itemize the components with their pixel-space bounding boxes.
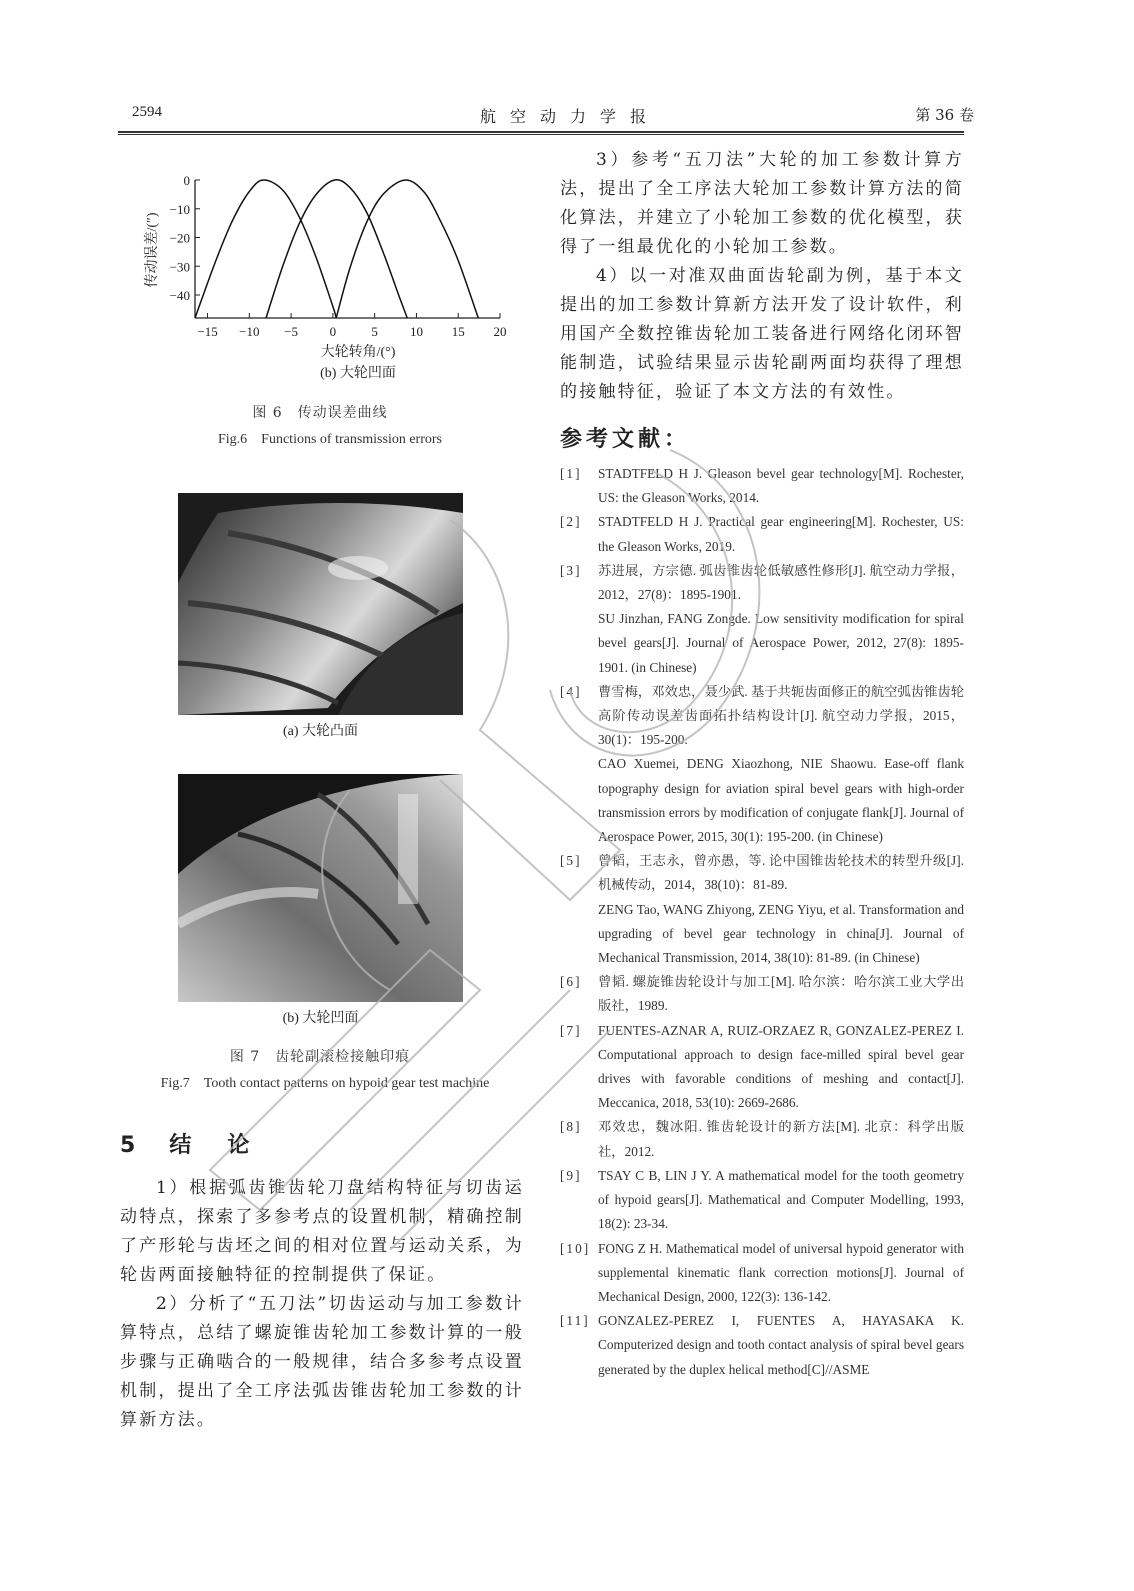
reference-item <box>560 1164 964 1237</box>
reference-number: [4] <box>560 683 582 699</box>
reference-text-en: SU Jinzhan, FANG Zongde. Low sensitivity modification for spiral bevel gears[J]. Journal of Aerospace Power, 2012, 27(8): 1895-1901. (in Chinese) <box>598 611 964 675</box>
x-tick-label: −5 <box>284 324 299 339</box>
reference-number: [11] <box>560 1313 590 1329</box>
conclusion-paragraph-1: 1）根据弧齿锥齿轮刀盘结构特征与切齿运动特点，探索了多参考点的设置机制，精确控制了产形轮与齿坯之间的相对位置与运动关系，为轮齿两面接触特征的控制提供了保证。 <box>120 1178 524 1285</box>
reference-text: GONZALEZ-PEREZ I, FUENTES A, HAYASAKA K. Computerized design and tooth contact analysis of spiral bevel gears generated by the duplex helical method[C]//ASME <box>598 1313 964 1377</box>
figure7b-subcaption: (b) 大轮凹面 <box>282 1011 359 1026</box>
reference-text-en: ZENG Tao, WANG Zhiyong, ZENG Yiyu, et al. Transformation and upgrading of bevel gear technology in china[J]. Journal of Mechanical Transmission, 2014, 38(10): 81-89. (in Chinese) <box>598 901 964 966</box>
y-tick-label: −20 <box>169 230 190 246</box>
reference-text: 苏进展，方宗德. 弧齿锥齿轮低敏感性修形[J]. 航空动力学报，2012，27(8)：1895-1901. <box>598 562 964 603</box>
reference-number: [1] <box>560 466 582 481</box>
x-tick-label: 10 <box>409 324 423 339</box>
x-tick-label: −15 <box>197 324 218 339</box>
reference-text: TSAY C B, LIN J Y. A mathematical model for the tooth geometry of hypoid gears[J]. Mathematical and Computer Modelling, 1993, 18(2): 23-34. <box>598 1167 964 1232</box>
reference-text: 邓效忠，魏冰阳. 锥齿轮设计的新方法[M]. 北京：科学出版社，2012. <box>598 1119 964 1159</box>
reference-number: [5] <box>560 853 582 869</box>
figure7-caption-en: Fig.7 Tooth contact patterns on hypoid gear test machine <box>160 1076 490 1091</box>
section-heading <box>120 1128 249 1159</box>
y-tick-label: −40 <box>169 288 190 303</box>
reference-item <box>560 1115 964 1163</box>
header-rule-thin <box>118 134 964 135</box>
reference-item <box>560 970 964 1018</box>
reference-item <box>560 1309 964 1382</box>
reference-number: [7] <box>560 1022 582 1038</box>
gear-photo-concave <box>178 774 463 1002</box>
reference-text: 曾韬，王志永，曾亦愚，等. 论中国锥齿轮技术的转型升级[J]. 机械传动，2014，38(10)：81-89. <box>598 853 964 893</box>
y-tick-label: 0 <box>183 173 190 188</box>
x-tick-label: −10 <box>239 324 260 339</box>
reference-number: [3] <box>560 562 582 578</box>
figure7-caption-zh: 图 7 齿轮副滚检接触印痕 <box>229 1049 411 1065</box>
reference-list <box>560 462 964 1382</box>
figure7a-subcaption: (a) 大轮凸面 <box>282 724 359 739</box>
reference-text: 曹雪梅，邓效忠，聂少武. 基于共轭齿面修正的航空弧齿锥齿轮高阶传动误差齿面拓扑结构设计[J]. 航空动力学报，2015，30(1)：195-200. <box>598 683 964 748</box>
reference-number: [6] <box>560 974 582 990</box>
references-heading: 参考文献： <box>560 427 691 452</box>
gear-photo-convex <box>178 493 463 715</box>
transmission-error-chart <box>130 160 510 390</box>
reference-text: STADTFELD H J. Practical gear engineering[M]. Rochester, US: the Gleason Works, 2019. <box>598 514 964 554</box>
x-tick-label: 0 <box>329 324 337 339</box>
reference-item <box>560 680 964 849</box>
reference-number: [10] <box>560 1240 591 1256</box>
reference-item <box>560 849 964 970</box>
section-title-part1: 结 <box>169 1133 192 1158</box>
conclusion-paragraph-2: 2）分析了“五刀法”切齿运动与加工参数计算特点，总结了螺旋锥齿轮加工参数计算的一般步骤与正确啮合的一般规律，结合多参考点设置机制，提出了全工序法弧齿锥齿轮加工参数的计算新方法。 <box>120 1294 524 1430</box>
journal-title: 航空动力学报 <box>479 107 660 126</box>
figure6-caption-en: Fig.6 Functions of transmission errors <box>218 432 442 447</box>
x-axis-label: 大轮转角/(°) <box>320 345 396 360</box>
header-rule <box>118 131 964 133</box>
reference-text-en: CAO Xuemei, DENG Xiaozhong, NIE Shaowu. Ease-off flank topography design for aviation spiral bevel gears with high-order transmission errors by modification of conjugate flank[J]. Journal of Aerospace Power, 2015, 30(1): 195-200. (in Chinese) <box>598 756 964 845</box>
reference-text: 曾韬. 螺旋锥齿轮设计与加工[M]. 哈尔滨：哈尔滨工业大学出版社，1989. <box>598 974 964 1014</box>
reference-item <box>560 510 964 558</box>
section-title-part2: 论 <box>227 1133 250 1158</box>
series-line-tooth-2 <box>266 180 407 318</box>
figure6-caption-zh: 图 6 传动误差曲线 <box>252 405 388 421</box>
y-tick-label: −10 <box>169 201 190 217</box>
reference-item <box>560 1019 964 1116</box>
volume-label: 第 36 卷 <box>915 106 974 124</box>
series-line-tooth-3 <box>336 180 478 318</box>
x-tick-label: 15 <box>451 324 465 339</box>
page-number: 2594 <box>132 104 162 120</box>
reference-text: FONG Z H. Mathematical model of universal hypoid generator with supplemental kinematic flank correction motions[J]. Journal of Mechanical Design, 2000, 122(3): 136-142. <box>598 1240 964 1304</box>
conclusion-paragraph-3: 3）参考“五刀法”大轮的加工参数计算方法，提出了全工序法大轮加工参数计算方法的简化算法，并建立了小轮加工参数的优化模型，获得了一组最优化的小轮加工参数。 <box>560 150 964 257</box>
x-tick-label: 5 <box>371 324 378 339</box>
reference-text: FUENTES-AZNAR A, RUIZ-ORZAEZ R, GONZALEZ-PEREZ I. Computational approach to design face-milled spiral bevel gear drives with favorable conditions of meshing and contact[J]. Meccanica, 2018, 53(10): 2669-2686. <box>598 1022 964 1111</box>
reference-item <box>560 462 964 510</box>
reference-text: STADTFELD H J. Gleason bevel gear technology[M]. Rochester, US: the Gleason Works, 2014. <box>598 466 964 506</box>
reference-item <box>560 1237 964 1310</box>
conclusion-paragraph-4: 4）以一对准双曲面齿轮副为例，基于本文提出的加工参数计算新方法开发了设计软件，利用国产全数控锥齿轮加工装备进行网络化闭环智能制造，试验结果显示齿轮副两面均获得了理想的接触特征，验证了本文方法的有效性。 <box>560 266 964 402</box>
series-line-tooth-1 <box>195 180 336 318</box>
x-tick-label: 20 <box>493 324 507 339</box>
y-axis-label: 传动误差/(″) <box>145 212 160 288</box>
reference-number: [9] <box>560 1167 582 1183</box>
reference-number: [2] <box>560 514 582 530</box>
section-number: 5 <box>120 1133 136 1158</box>
chart-subcaption: (b) 大轮凹面 <box>320 366 396 381</box>
reference-item <box>560 559 964 680</box>
y-tick-label: −30 <box>169 259 190 275</box>
reference-number: [8] <box>560 1119 582 1135</box>
